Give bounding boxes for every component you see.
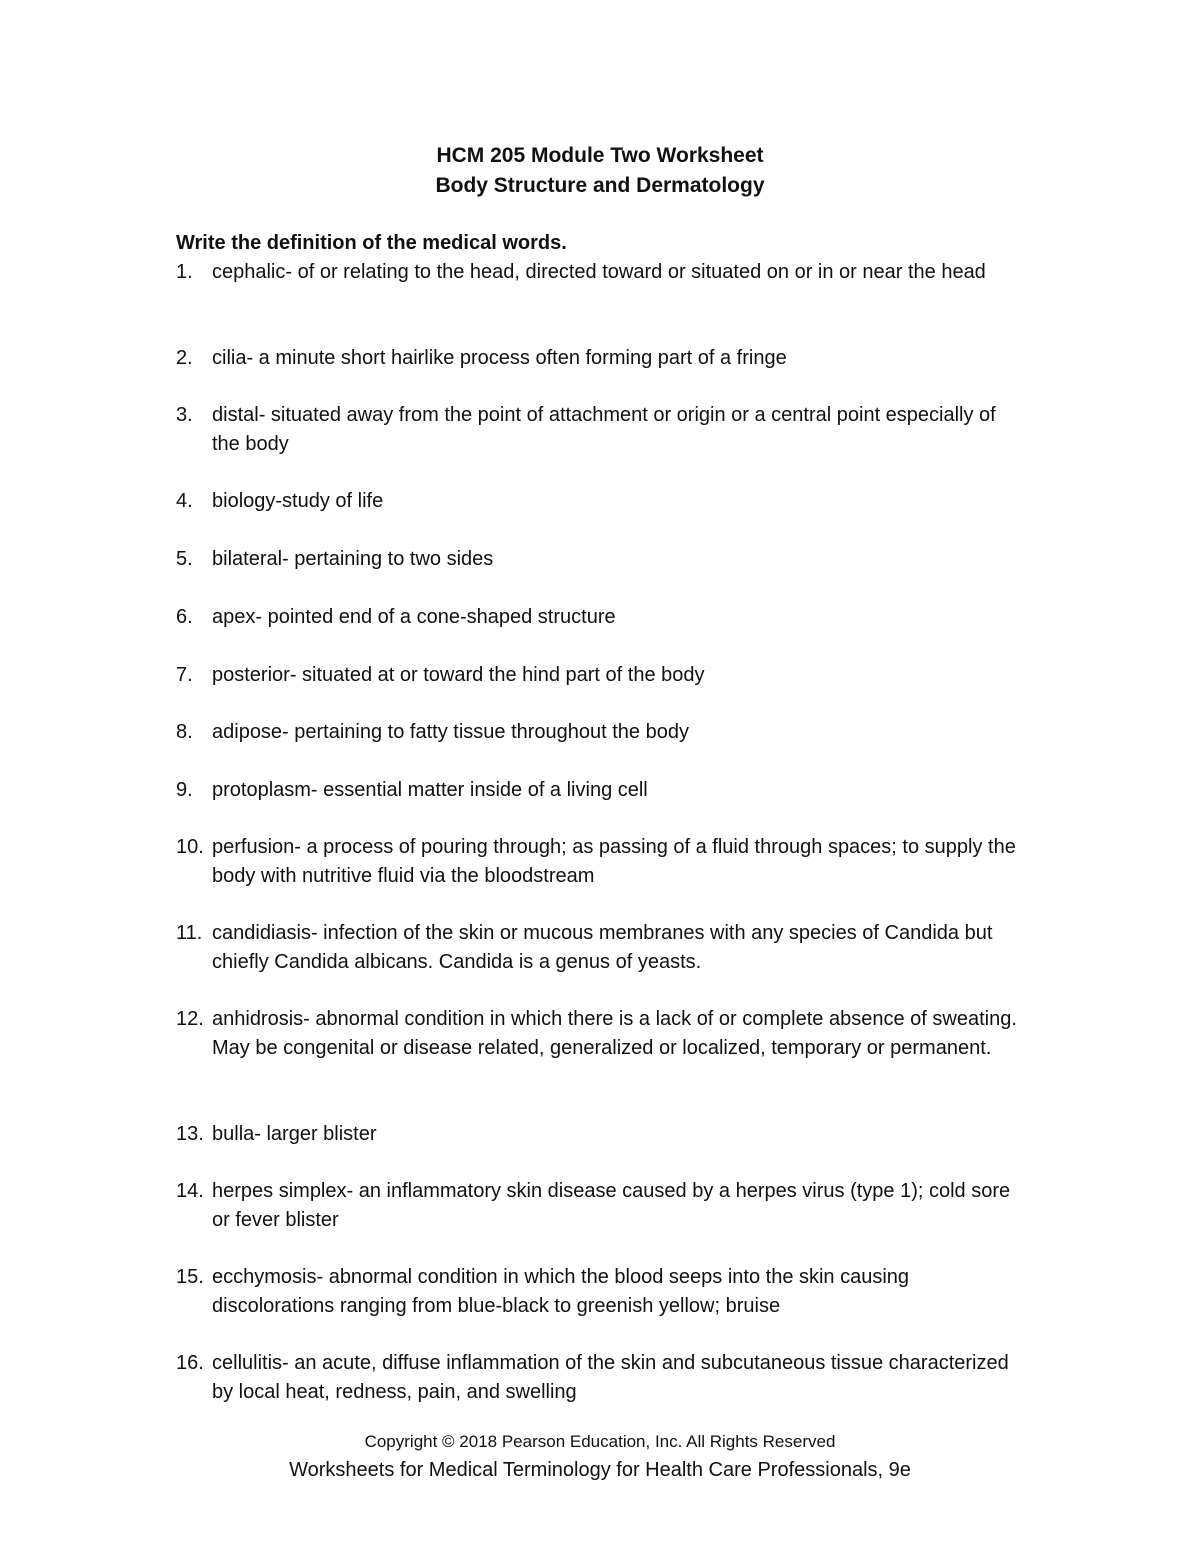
item-definition: adipose- pertaining to fatty tissue throughout the body (212, 721, 689, 743)
list-item (176, 661, 1026, 690)
item-definition: apex- pointed end of a cone-shaped structure (212, 606, 616, 628)
item-number: 5. (176, 548, 193, 570)
list-item (176, 1263, 1026, 1321)
list-item (176, 401, 1026, 459)
item-definition: bilateral- pertaining to two sides (212, 548, 494, 570)
item-definition: candidiasis- infection of the skin or mucous membranes with any species of Candida but chiefly Candida albicans. Candida is a genus of yeasts. (212, 922, 993, 973)
item-number: 10. (176, 836, 204, 858)
item-definition: perfusion- a process of pouring through; as passing of a fluid through spaces; to supply the body with nutritive fluid via the bloodstream (212, 836, 1016, 887)
list-item (176, 487, 1026, 516)
list-item (176, 258, 1026, 287)
book-title-footer: Worksheets for Medical Terminology for Health Care Professionals, 9e (289, 1459, 911, 1481)
list-item (176, 919, 1026, 977)
item-definition: cilia- a minute short hairlike process often forming part of a fringe (212, 347, 787, 369)
item-definition: ecchymosis- abnormal condition in which the blood seeps into the skin causing discolorations ranging from blue-black to greenish yellow; bruise (212, 1266, 910, 1317)
item-definition: biology-study of life (212, 490, 384, 512)
list-item (176, 1120, 1026, 1149)
list-item (176, 718, 1026, 747)
copyright-notice: Copyright © 2018 Pearson Education, Inc. All Rights Reserved (364, 1432, 836, 1451)
item-number: 7. (176, 664, 193, 686)
list-item (176, 776, 1026, 805)
page-title: HCM 205 Module Two Worksheet (436, 144, 764, 167)
item-number: 1. (176, 261, 193, 283)
item-number: 13. (176, 1123, 204, 1145)
item-number: 11. (176, 922, 203, 944)
list-item (176, 1349, 1026, 1407)
list-item (176, 603, 1026, 632)
list-item (176, 1005, 1026, 1063)
item-number: 3. (176, 404, 193, 426)
list-item (176, 833, 1026, 891)
page-subtitle: Body Structure and Dermatology (435, 174, 765, 197)
item-number: 15. (176, 1266, 204, 1288)
item-number: 14. (176, 1180, 204, 1202)
item-definition: distal- situated away from the point of attachment or origin or a central point especially of the body (212, 404, 996, 455)
item-number: 6. (176, 606, 193, 628)
item-number: 4. (176, 490, 193, 512)
item-number: 2. (176, 347, 193, 369)
item-definition: posterior- situated at or toward the hind part of the body (212, 664, 705, 686)
item-number: 12. (176, 1008, 204, 1030)
list-item (176, 1177, 1026, 1235)
instructions: Write the definition of the medical words. (176, 232, 567, 254)
item-definition: protoplasm- essential matter inside of a living cell (212, 779, 648, 801)
item-definition: bulla- larger blister (212, 1123, 377, 1145)
item-definition: cephalic- of or relating to the head, directed toward or situated on or in or near the head (212, 261, 986, 283)
list-item (176, 344, 1026, 373)
item-number: 8. (176, 721, 193, 743)
item-definition: herpes simplex- an inflammatory skin disease caused by a herpes virus (type 1); cold sore or fever blister (212, 1180, 1011, 1231)
list-item (176, 545, 1026, 574)
item-definition: anhidrosis- abnormal condition in which there is a lack of or complete absence of sweating. May be congenital or disease related, generalized or localized, temporary or permanent. (212, 1008, 1017, 1059)
item-number: 9. (176, 779, 193, 801)
item-definition: cellulitis- an acute, diffuse inflammation of the skin and subcutaneous tissue characterized by local heat, redness, pain, and swelling (212, 1352, 1009, 1403)
item-number: 16. (176, 1352, 204, 1374)
